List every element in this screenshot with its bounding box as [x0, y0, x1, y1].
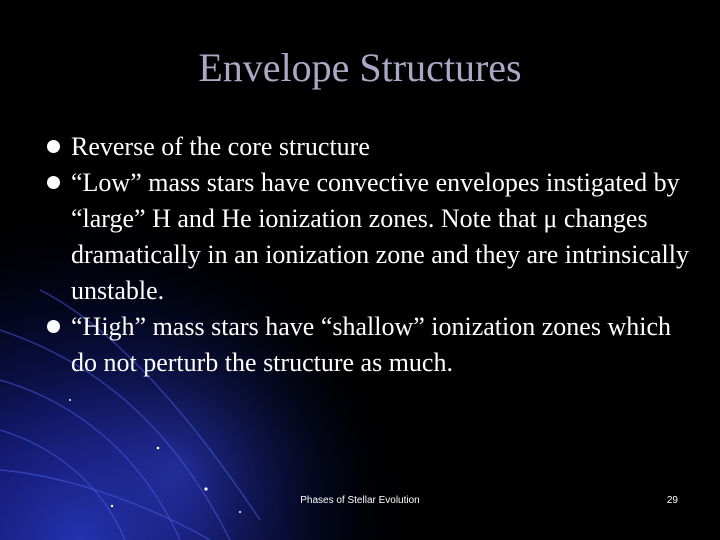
bullet-item: [46, 129, 696, 165]
bullet-circle-icon: [47, 140, 60, 153]
bullet-text: “High” mass stars have “shallow” ionization zones which do not perturb the structure as much.: [71, 312, 671, 377]
bullet-text: “Low” mass stars have convective envelopes instigated by “large” H and He ionization zones. Note that μ changes dramatically in an ionization zone and they are intrinsically unstable.: [71, 168, 689, 305]
footer-text: Phases of Stellar Evolution: [300, 495, 420, 506]
slide-title: Envelope Structures: [198, 45, 522, 90]
bullet-list: [46, 129, 696, 381]
bullet-circle-icon: [47, 176, 60, 189]
bullet-text: Reverse of the core structure: [71, 132, 370, 161]
bullet-item: [46, 309, 696, 381]
slide-number: 29: [666, 495, 678, 506]
bullet-item: [46, 165, 696, 309]
bullet-circle-icon: [47, 320, 60, 333]
